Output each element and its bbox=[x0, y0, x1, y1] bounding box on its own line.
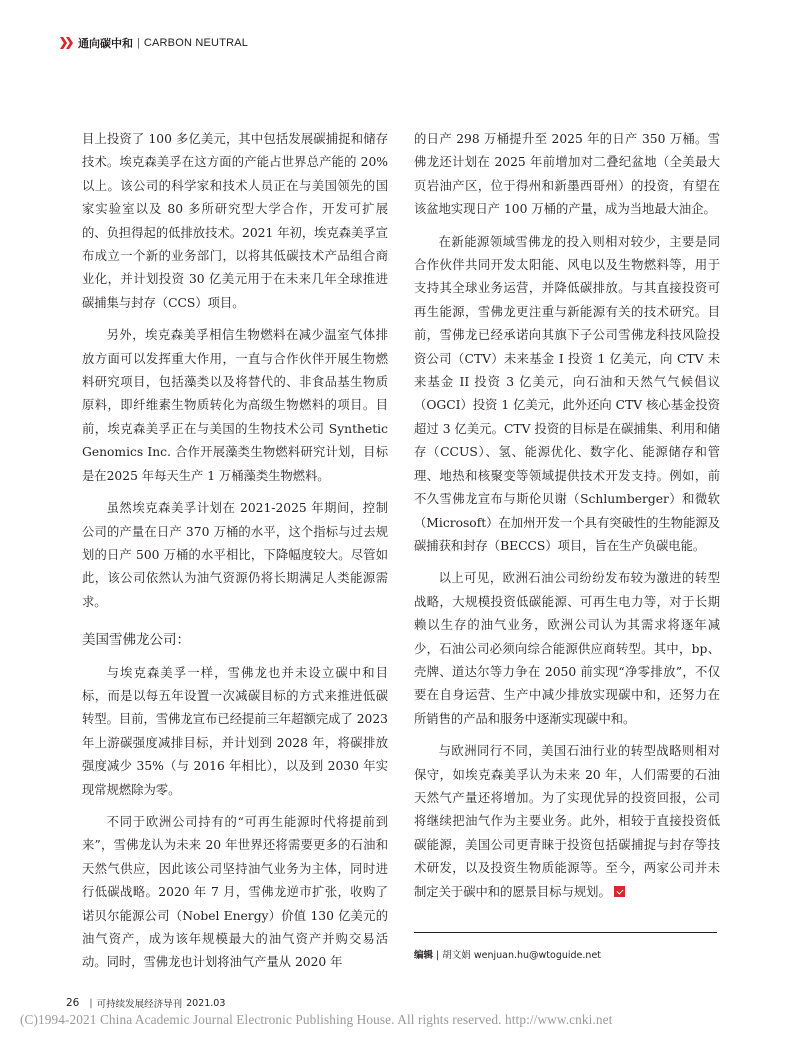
left-column bbox=[82, 128, 388, 984]
editor-separator: | bbox=[436, 950, 440, 961]
editor-label: 编辑 bbox=[414, 950, 434, 961]
right-column bbox=[414, 128, 720, 913]
journal-name: 可持续发展经济导刊 bbox=[96, 999, 183, 1010]
header-title-cn: 通向碳中和 bbox=[78, 37, 133, 50]
editor-credit bbox=[414, 947, 601, 961]
page-number: 26 bbox=[66, 997, 80, 1009]
left-paragraph-1: 目上投资了 100 多亿美元，其中包括发展碳捕捉和储存技术。埃克森美孚在这方面的产能占世界总产能的 20% 以上。该公司的科学家和技术人员正在与美国领先的国家实验室以及 80 多所研究型大学合作，开发可扩展的、负担得起的低排放技术。2021 年初，埃克森美孚宣布成立一个新的业务部门，以将其低碳技术产品组合商业化，并计划投资 30 亿美元用于在未来几年全球推进碳捕集与封存（CCS）项目。 bbox=[82, 132, 388, 310]
right-paragraph-4-text: 与欧洲同行不同，美国石油行业的转型战略则相对保守，如埃克森美孚认为未来 20 年，人们需要的石油天然气产量还将增加。为了实现优异的投资回报，公司将继续把油气作为主要业务。此外，相较于直接投资低碳能源，美国公司更青睐于投资包括碳捕捉与封存等技术研发，以及投资生物质能源等。至今，两家公司并未制定关于碳中和的愿景目标与规划。 bbox=[414, 744, 720, 899]
left-paragraph-3: 虽然埃克森美孚计划在 2021-2025 年期间，控制公司的产量在日产 370 万桶的水平，这个指标与过去规划的日产 500 万桶的水平相比，下降幅度较大。尽管如此，该公司依然认为油气资源仍将长期满足人类能源需求。 bbox=[82, 501, 388, 609]
editor-name: 胡文娟 bbox=[442, 950, 471, 961]
editor-email: wenjuan.hu@wtoguide.net bbox=[473, 950, 602, 961]
journal-issue: 2021.03 bbox=[186, 997, 226, 1009]
right-paragraph-4 bbox=[414, 740, 720, 904]
left-paragraph-5: 不同于欧洲公司持有的“可再生能源时代将提前到来”，雪佛龙认为未来 20 年世界还将需要更多的石油和天然气供应，因此该公司坚持油气业务为主体，同时进行低碳战略。2020 年 7 月，雪佛龙逆市扩张，收购了诺贝尔能源公司（Nobel Energy）价值 130 亿美元的油气资产，成为该年规模最大的油气资产并购交易活动。同时，雪佛龙也计划将油气产量从 2020 年 bbox=[82, 814, 388, 970]
left-paragraph-2: 另外，埃克森美孚相信生物燃料在减少温室气体排放方面可以发挥重大作用，一直与合作伙伴开展生物燃料研究项目，包括藻类以及将替代的、非食品基生物质原料，即纤维素生物质转化为高级生物燃料的项目。目前，埃克森美孚正在与美国的生物技术公司 Synthetic Genomics Inc. 合作开展藻类生物燃料研究计划，目标是在2025 年每天生产 1 万桶藻类生物燃料。 bbox=[82, 328, 388, 483]
page-footer bbox=[66, 996, 225, 1010]
copyright-watermark: (C)1994-2021 China Academic Journal Electronic Publishing House. All rights reserved. http://www.cnki.net bbox=[20, 1012, 613, 1027]
footer-separator: | bbox=[89, 997, 93, 1009]
end-of-article-icon bbox=[614, 886, 625, 897]
header-separator: | bbox=[137, 37, 140, 49]
running-header bbox=[60, 34, 248, 52]
header-title-en: CARBON NEUTRAL bbox=[143, 37, 249, 49]
double-chevron-icon bbox=[60, 37, 72, 49]
right-paragraph-2: 在新能源领域雪佛龙的投入则相对较少，主要是同合作伙伴共同开发太阳能、风电以及生物燃料等，用于支持其全球业务运营，并降低碳排放。与其直接投资可再生能源，雪佛龙更注重与新能源有关的技术研究。目前，雪佛龙已经承诺向其旗下子公司雪佛龙科技风险投资公司（CTV）未来基金 I 投资 1 亿美元，向 CTV 未来基金 II 投资 3 亿美元，向石油和天然气气候倡议（OGCI）投资 1 亿美元，此外还向 CTV 核心基金投资超过 3 亿美元。CTV 投资的目标是在碳捕集、利用和储存（CCUS）、氢、能源优化、数字化、能源储存和管理、地热和核聚变等领域提供技术开发支持。例如，前不久雪佛龙宣布与斯伦贝谢（Schlumberger）和微软（Microsoft）在加州开发一个具有突破性的生物能源及碳捕获和封存（BECCS）项目，旨在生产负碳电能。 bbox=[414, 234, 720, 553]
section-subheading: 美国雪佛龙公司： bbox=[82, 632, 190, 649]
editor-divider bbox=[414, 932, 717, 933]
right-paragraph-1: 的日产 298 万桶提升至 2025 年的日产 350 万桶。雪佛龙还计划在 2025 年前增加对二叠纪盆地（全美最大页岩油产区，位于得州和新墨西哥州）的投资，有望在该盆地实现日产 100 万桶的产量，成为当地最大油企。 bbox=[414, 132, 720, 217]
left-paragraph-4: 与埃克森美孚一样，雪佛龙也并未设立碳中和目标，而是以每五年设置一次减碳目标的方式来推进低碳转型。目前，雪佛龙宣布已经提前三年超额完成了 2023 年上游碳强度减排目标，并计划到 2028 年，将碳排放强度减少 35%（与 2016 年相比），以及到 2030 年实现常规燃除为零。 bbox=[82, 665, 388, 797]
right-paragraph-3: 以上可见，欧洲石油公司纷纷发布较为激进的转型战略，大规模投资低碳能源、可再生电力等，对于长期赖以生存的油气业务，欧洲公司认为其需求将逐年减少，石油公司必须向综合能源供应商转型。其中，bp、壳牌、道达尔等力争在 2050 前实现“净零排放”，不仅要在自身运营、生产中减少排放实现碳中和，还努力在所销售的产品和服务中逐渐实现碳中和。 bbox=[414, 571, 720, 726]
